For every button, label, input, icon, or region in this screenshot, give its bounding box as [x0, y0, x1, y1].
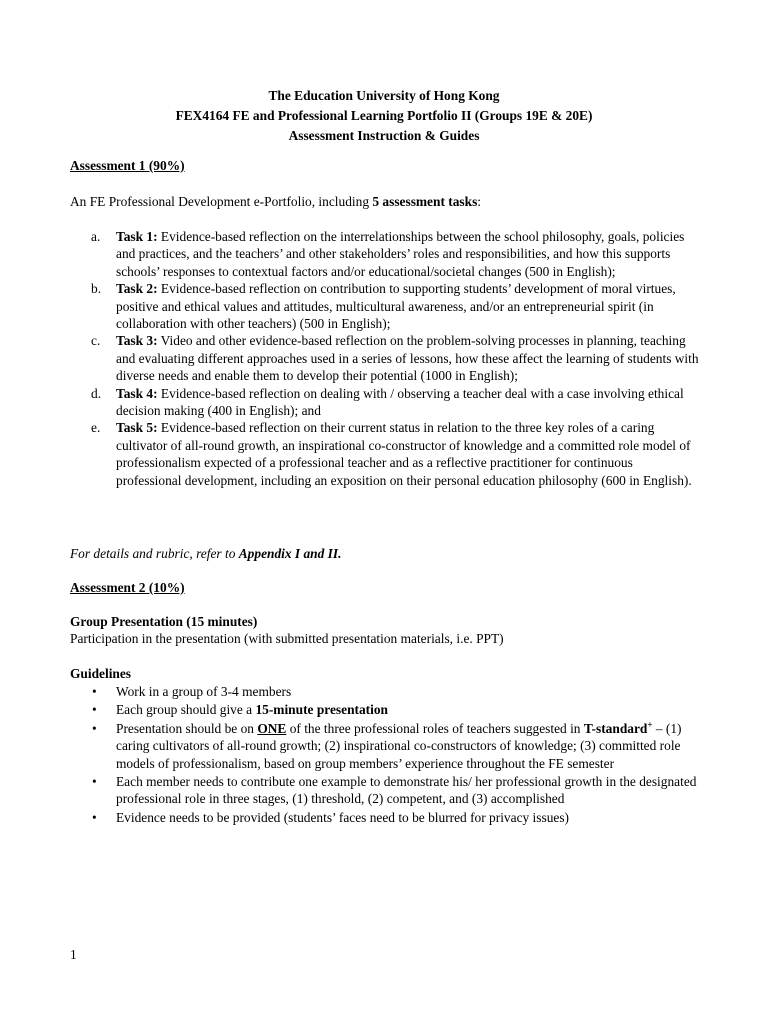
assessment1-heading: Assessment 1 (90%) [70, 158, 185, 173]
guideline-item [70, 720, 700, 772]
guideline-text-mid: of the three professional roles of teachers suggested in [286, 720, 584, 736]
one-emphasis: ONE [257, 720, 287, 736]
assessment2-heading: Assessment 2 (10%) [70, 580, 185, 595]
details-reference [70, 545, 700, 562]
task-item [70, 385, 700, 420]
participation-text: Participation in the presentation (with submitted presentation materials, i.e. PPT) [70, 631, 504, 646]
guideline-text: Presentation should be on [116, 720, 258, 736]
guideline-text: Work in a group of 3-4 members [116, 684, 292, 699]
bullet-icon: • [92, 809, 97, 825]
task-marker: e. [91, 420, 101, 436]
guideline-text: Each group should give a [116, 702, 256, 718]
task-list [70, 228, 700, 489]
university-name: The Education University of Hong Kong [268, 88, 500, 103]
task-item [70, 332, 700, 384]
appendix-reference: Appendix I and II. [238, 546, 342, 561]
task-text: Evidence-based reflection on their current status in relation to the three key roles of a caring cultivator of all-round growth, an inspirational co-constructor of knowledge and a committed role model of professionalism expected of a professional teacher and as a reflective practitioner for continuous professional development, including an exposition on their personal education philosophy (600 in English). [116, 420, 692, 488]
task-text: Evidence-based reflection on the interrelationships between the school philosophy, goals, policies and practices, and the teachers’ and other stakeholders’ roles and responsibilities, and how this supports schools’ responses to contextual factors and/or educational/societal changes (500 in English); [116, 229, 685, 279]
guideline-item [70, 683, 700, 700]
task-marker: c. [91, 333, 101, 349]
guideline-item [70, 701, 700, 718]
task-text: Evidence-based reflection on contribution to supporting students’ development of moral virtues, positive and ethical values and attitudes, multicultural awareness, and/or an entrepreneurial spirit (in collaboration with other teachers) (500 in English); [116, 281, 676, 332]
guideline-text: Evidence needs to be provided (students’ faces need to be blurred for privacy issues) [116, 809, 570, 825]
document-subtitle: Assessment Instruction & Guides [288, 128, 480, 143]
task-label: Task 1: [116, 229, 158, 244]
guideline-text: Each member needs to contribute one example to demonstrate his/ her professional growth in the designated professional role in three stages, (1) threshold, (2) competent, and (3) accomplished [116, 774, 697, 807]
t-standard: T-standard [583, 720, 648, 736]
task-item [70, 419, 700, 489]
task-item [70, 280, 700, 332]
task-marker: b. [91, 281, 102, 297]
task-text: Video and other evidence-based reflection on the problem-solving processes in planning, teaching and evaluating different approaches used in a series of lessons, how these affect the learning of students with diverse needs and enable them to develop their potential (1000 in English); [116, 333, 699, 384]
task-label: Task 5: [116, 420, 158, 436]
task-label: Task 2: [116, 281, 158, 297]
task-item [70, 228, 700, 280]
task-label: Task 4: [116, 385, 158, 401]
guidelines-heading: Guidelines [70, 666, 132, 681]
bullet-icon: • [92, 702, 97, 718]
presentation-duration: 15-minute presentation [255, 702, 388, 718]
details-prefix: For details and rubric, refer to [70, 546, 239, 561]
document-header [0, 86, 768, 146]
guideline-text-suffix: – (1) caring cultivators of all-round growth; (2) inspirational co-constructors of knowledge; (3) committed role models of professionalism, based on group members’ experience throughout the FE semester [116, 720, 682, 771]
page-number: 1 [70, 947, 77, 962]
group-presentation-heading: Group Presentation (15 minutes) [70, 614, 258, 629]
bullet-icon: • [92, 720, 97, 736]
guideline-item [70, 773, 700, 808]
intro-prefix: An FE Professional Development e-Portfolio, including [70, 194, 373, 209]
task-label: Task 3: [116, 333, 158, 349]
bullet-icon: • [92, 684, 97, 699]
guidelines-list [70, 683, 700, 827]
guideline-item [70, 809, 700, 826]
intro-suffix: : [477, 194, 482, 209]
task-text: Evidence-based reflection on dealing with / observing a teacher deal with a case involving ethical decision making (400 in English); and [116, 385, 684, 419]
task-marker: a. [91, 229, 101, 244]
assessment1-intro [70, 193, 700, 210]
bullet-icon: • [92, 774, 97, 790]
t-standard-sup: + [647, 719, 653, 730]
intro-bold: 5 assessment tasks [372, 194, 478, 209]
task-marker: d. [91, 385, 102, 401]
course-title: FEX4164 FE and Professional Learning Portfolio II (Groups 19E & 20E) [175, 108, 593, 123]
